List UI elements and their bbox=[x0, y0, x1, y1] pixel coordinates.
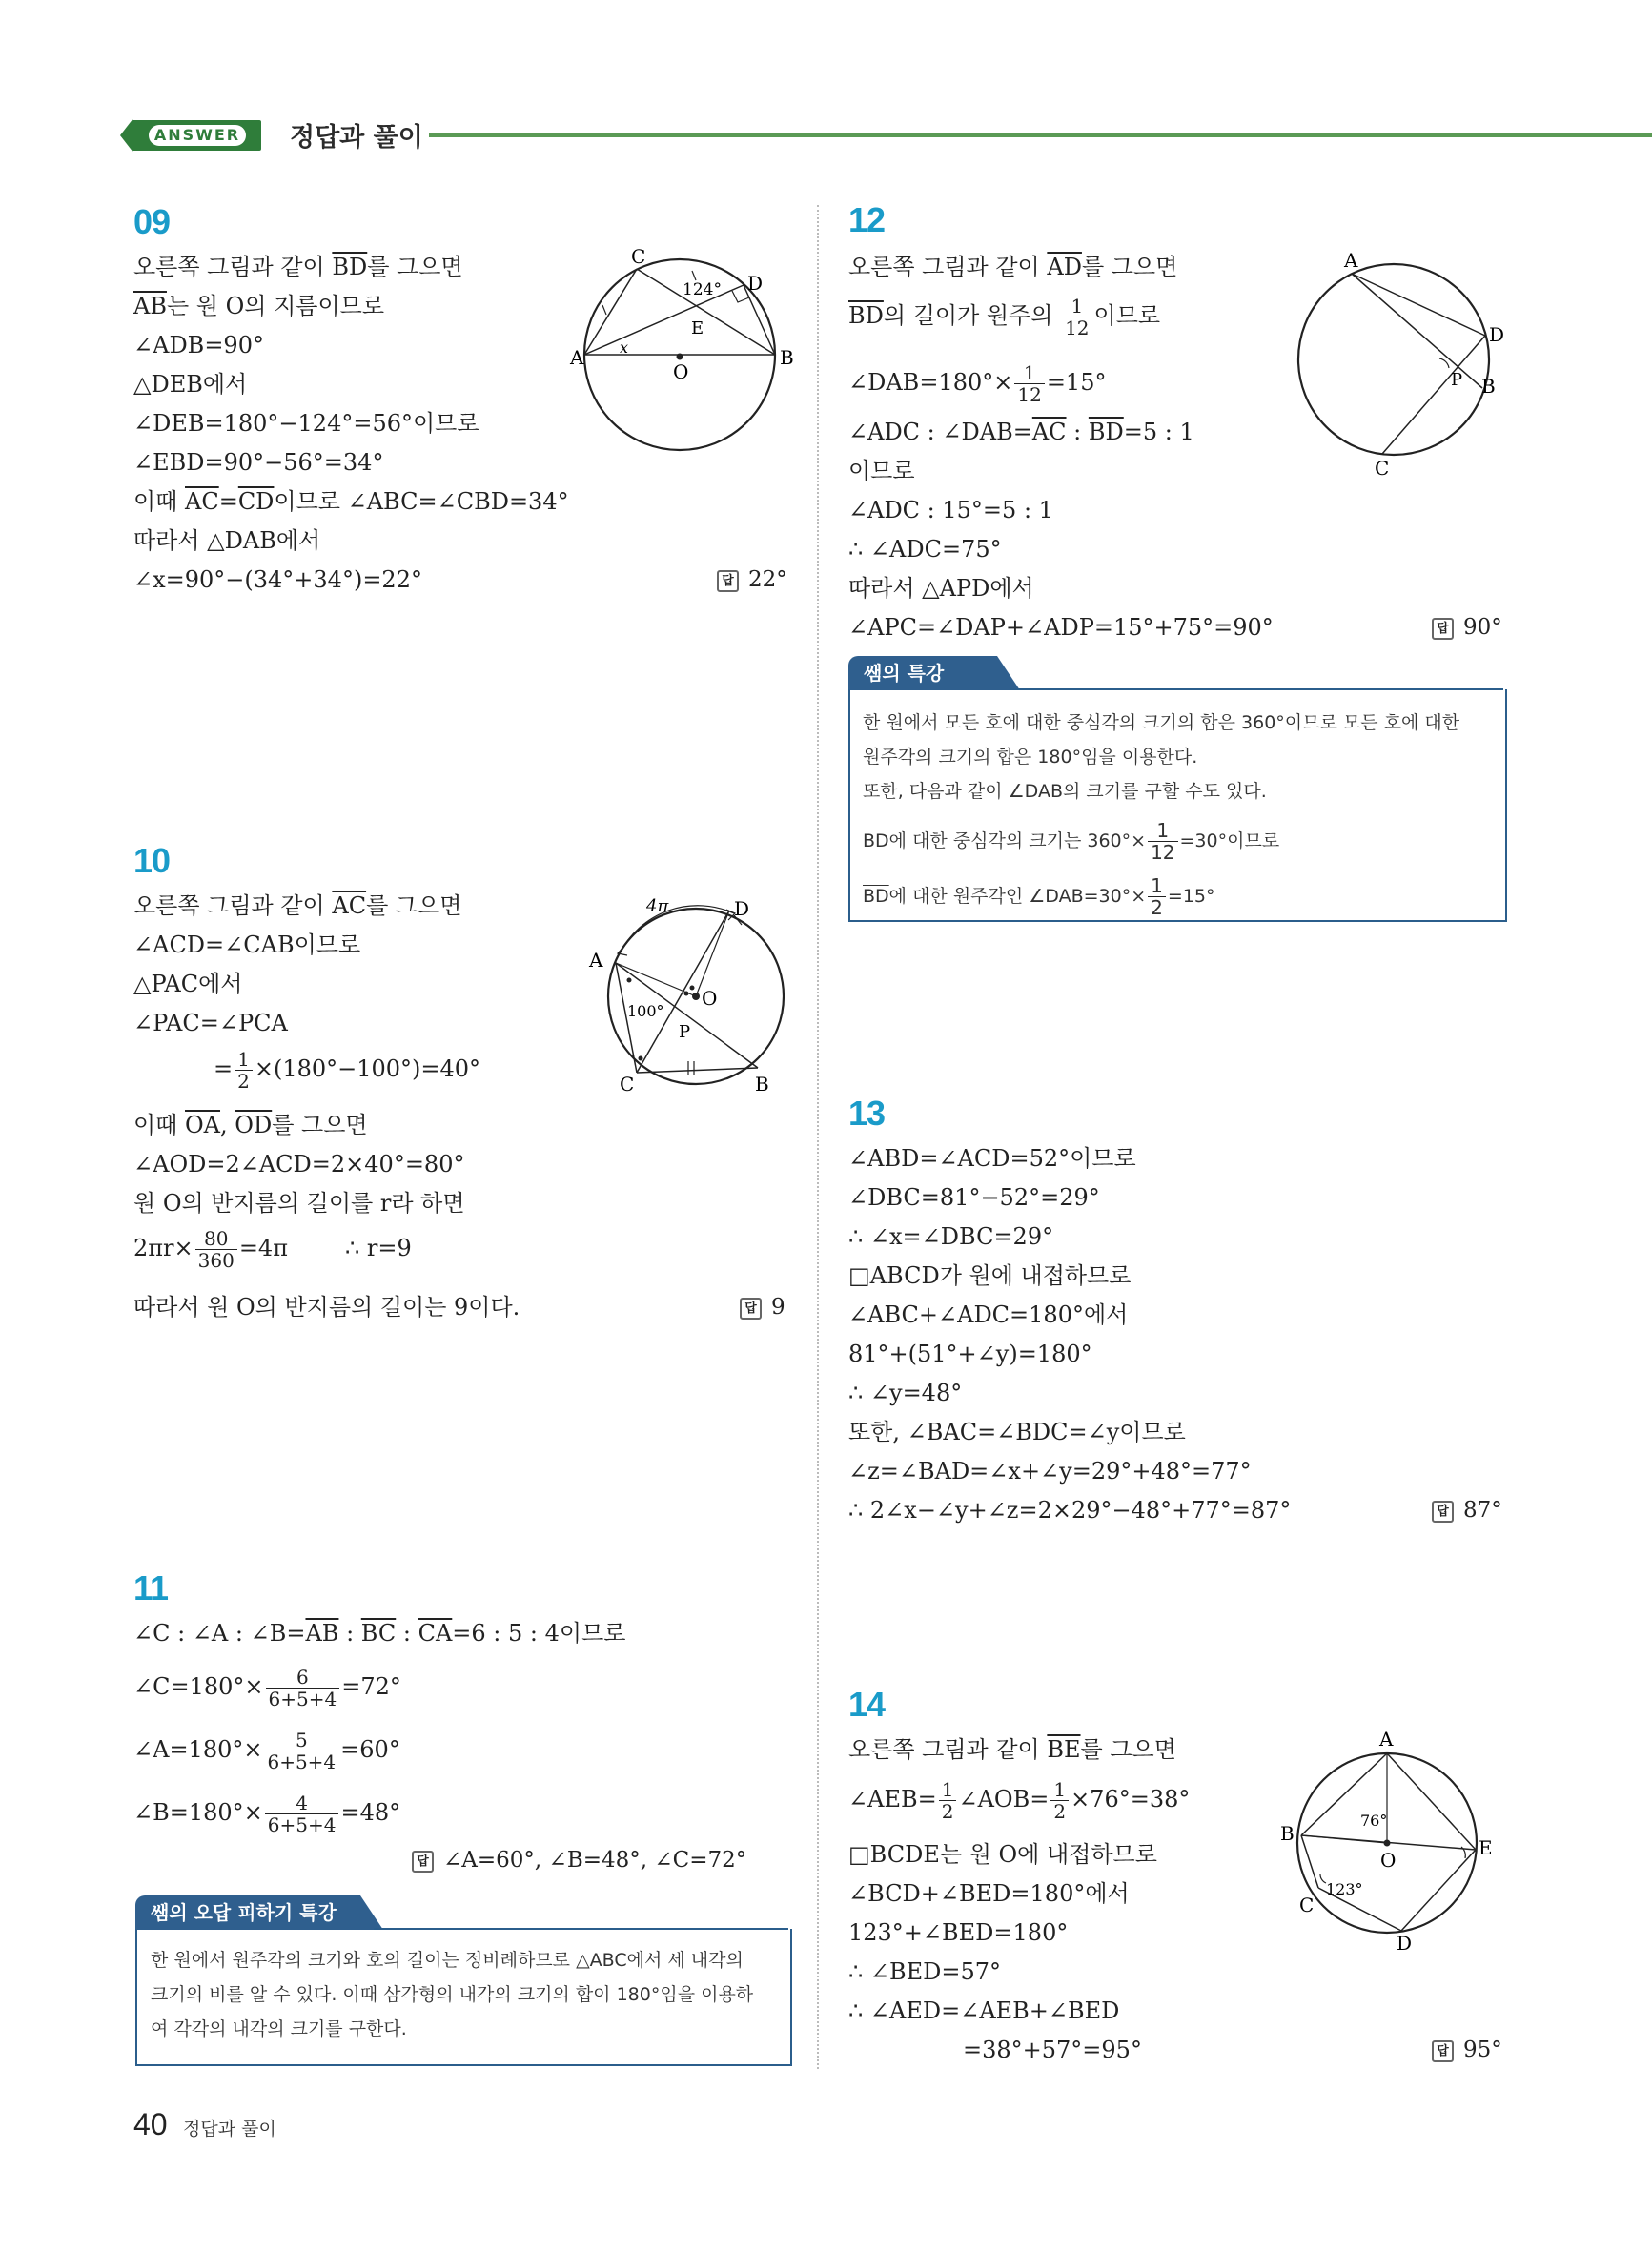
fig09-label-a: A bbox=[570, 346, 584, 369]
p09-line-8: 따라서 △DAB에서 bbox=[133, 527, 321, 554]
p11-tip-title: 쌤의 오답 피하기 특강 bbox=[135, 1895, 360, 1930]
fraction: $\frac{1}{2}$ bbox=[235, 1049, 253, 1092]
fig10-label-c: C bbox=[620, 1073, 635, 1096]
p10-line-4: ∠PAC=∠PCA bbox=[133, 1010, 288, 1036]
fig14-label-a: A bbox=[1379, 1728, 1394, 1751]
p12-line-8: 따라서 △APD에서 bbox=[848, 575, 1034, 602]
problem-number-12: 12 bbox=[848, 200, 886, 239]
p13-line-2: ∠DBC=81°−52°=29° bbox=[848, 1184, 1100, 1211]
p12-tip-title: 쌤의 특강 bbox=[848, 656, 997, 690]
p13-line-10: ∴ 2∠x−∠y+∠z=2×29°−48°+77°=87° bbox=[848, 1497, 1292, 1524]
p12-tip-line-2: 원주각의 크기의 합은 180°임을 이용한다. bbox=[863, 747, 1198, 768]
fig12-label-a: A bbox=[1344, 249, 1358, 272]
p10-line-7: ∠AOD=2∠ACD=2×40°=80° bbox=[133, 1151, 465, 1178]
fig14-angle-1: 76° bbox=[1360, 1812, 1388, 1830]
p14-line-3: □BCDE는 원 O에 내접하므로 bbox=[848, 1841, 1157, 1868]
p09-line-4: △DEB에서 bbox=[133, 371, 248, 398]
fraction: $\frac{1}{2}$ bbox=[1148, 875, 1166, 918]
fig14-label-o: O bbox=[1380, 1849, 1397, 1872]
p14-line-7: ∴ ∠AED=∠AEB+∠BED bbox=[848, 1997, 1120, 2024]
fraction: $\frac{1}{2}$ bbox=[939, 1779, 957, 1822]
answer-mark-icon: 답 bbox=[740, 1298, 762, 1320]
problem-number-10: 10 bbox=[133, 841, 171, 880]
p12-line-1: 오른쪽 그림과 같이 $\overline{AD}$를 그으면 bbox=[848, 254, 1178, 280]
p14-line-4: ∠BCD+∠BED=180°에서 bbox=[848, 1880, 1130, 1907]
p12-figure bbox=[1287, 250, 1506, 482]
p10-answer: 답 9 bbox=[740, 1295, 785, 1320]
p13-line-7: ∴ ∠y=48° bbox=[848, 1380, 963, 1406]
fig14-angle-2: 123° bbox=[1326, 1880, 1363, 1898]
p10-line-3: △PAC에서 bbox=[133, 971, 243, 997]
p10-line-1: 오른쪽 그림과 같이 $\overline{AC}$를 그으면 bbox=[133, 892, 462, 919]
page-number: 40 bbox=[133, 2107, 168, 2141]
p14-line-8: =38°+57°=95° bbox=[963, 2037, 1142, 2063]
p10-line-6: 이때 $\overline{OA}$, $\overline{OD}$를 그으면 bbox=[133, 1112, 368, 1138]
fig14-label-e: E bbox=[1479, 1836, 1493, 1859]
p12-tip-line-3: 또한, 다음과 같이 ∠DAB의 크기를 구할 수도 있다. bbox=[863, 781, 1267, 802]
p09-line-6: ∠EBD=90°−56°=34° bbox=[133, 449, 384, 476]
p13-line-8: 또한, ∠BAC=∠BDC=∠y이므로 bbox=[848, 1419, 1186, 1445]
p14-line-2: ∠AEB= $\frac{1}{2}$ ∠AOB= $\frac{1}{2}$ ×76°=38° bbox=[848, 1778, 1191, 1823]
fraction: $\frac{80}{360}$ bbox=[195, 1228, 237, 1271]
column-divider bbox=[817, 205, 819, 2069]
footer-title: 정답과 풀이 bbox=[183, 2119, 276, 2140]
p11-line-2: ∠C=180°× $\frac{6}{6+5+4}$ =72° bbox=[133, 1666, 401, 1710]
answer-mark-icon: 답 bbox=[1432, 618, 1454, 640]
fig10-label-p: P bbox=[679, 1022, 691, 1042]
p12-line-3: ∠DAB=180°× $\frac{1}{12}$ =15° bbox=[848, 361, 1107, 406]
p13-line-9: ∠z=∠BAD=∠x+∠y=29°+48°=77° bbox=[848, 1458, 1252, 1485]
p12-tip-line-5: $\overline{BD}$에 대한 원주각인 ∠DAB=30°× $\frac{1}{2}$ =15° bbox=[863, 874, 1215, 919]
p09-line-1: 오른쪽 그림과 같이 $\overline{BD}$를 그으면 bbox=[133, 254, 463, 280]
p10-line-9: 2πr× $\frac{80}{360}$ =4π ∴ r=9 bbox=[133, 1227, 412, 1272]
fig10-label-b: B bbox=[755, 1073, 769, 1096]
p13-line-6: 81°+(51°+∠y)=180° bbox=[848, 1341, 1092, 1367]
page-header bbox=[120, 116, 1652, 154]
problem-number-14: 14 bbox=[848, 1685, 886, 1724]
p09-line-7: 이때 $\overline{AC}=\overline{CD}$이므로 ∠ABC=∠CBD=34° bbox=[133, 488, 569, 515]
p11-tip-line-3: 여 각각의 내각의 크기를 구한다. bbox=[151, 2018, 407, 2039]
fig10-label-a: A bbox=[589, 949, 603, 972]
p12-line-6: ∠ADC : 15°=5 : 1 bbox=[848, 497, 1053, 523]
p14-figure bbox=[1273, 1728, 1501, 1955]
p13-line-4: □ABCD가 원에 내접하므로 bbox=[848, 1262, 1132, 1289]
fig09-angle: 124° bbox=[683, 280, 722, 299]
p10-figure bbox=[581, 887, 801, 1100]
p11-tip-line-2: 크기의 비를 알 수 있다. 이때 삼각형의 내각의 크기의 합이 180°임을 이용하 bbox=[151, 1984, 754, 2005]
p12-line-5: 이므로 bbox=[848, 458, 915, 484]
fig09-label-b: B bbox=[780, 346, 794, 369]
p12-line-2: $\overline{BD}$의 길이가 원주의 $\frac{1}{12}$ 이므로 bbox=[848, 295, 1161, 339]
p13-line-5: ∠ABC+∠ADC=180°에서 bbox=[848, 1301, 1129, 1328]
p09-line-9: ∠x=90°−(34°+34°)=22° bbox=[133, 566, 422, 593]
p11-tip-line-1: 한 원에서 원주각의 크기와 호의 길이는 정비례하므로 △ABC에서 세 내각의 bbox=[151, 1950, 744, 1971]
p11-line-1: ∠C : ∠A : $\angle B=\overline{AB}$ : $\overline{BC}$ : $\overline{CA}=6$ : 5 : 4이므로 bbox=[133, 1620, 626, 1647]
fig10-angle: 100° bbox=[627, 1002, 664, 1020]
fraction: $\frac{1}{12}$ bbox=[1148, 820, 1177, 863]
problem-number-09: 09 bbox=[133, 202, 171, 241]
header-title: 정답과 풀이 bbox=[290, 123, 423, 153]
p12-tip-line-4: $\overline{BD}$에 대한 중심각의 크기는 360°× $\frac{1}{12}$ =30°이므로 bbox=[863, 819, 1280, 864]
p10-line-5: = $\frac{1}{2}$ ×(180°−100°)=40° bbox=[214, 1048, 481, 1093]
p13-line-3: ∴ ∠x=∠DBC=29° bbox=[848, 1223, 1054, 1250]
p09-answer: 답 22° bbox=[717, 567, 787, 592]
p12-line-7: ∴ ∠ADC=75° bbox=[848, 536, 1002, 563]
answer-badge: ANSWER bbox=[132, 120, 261, 151]
p10-line-8: 원 O의 반지름의 길이를 r라 하면 bbox=[133, 1190, 465, 1217]
p14-line-5: 123°+∠BED=180° bbox=[848, 1919, 1069, 1946]
p14-line-6: ∴ ∠BED=57° bbox=[848, 1958, 1002, 1985]
fig10-label-o: O bbox=[702, 987, 718, 1010]
p11-line-3: ∠A=180°× $\frac{5}{6+5+4}$ =60° bbox=[133, 1729, 400, 1773]
header-rule bbox=[429, 133, 1652, 137]
p12-answer: 답 90° bbox=[1432, 615, 1502, 640]
fraction: $\frac{1}{12}$ bbox=[1014, 362, 1044, 405]
fig09-label-x: x bbox=[620, 338, 629, 357]
fig12-label-d: D bbox=[1489, 323, 1505, 346]
p11-line-4: ∠B=180°× $\frac{4}{6+5+4}$ =48° bbox=[133, 1792, 401, 1836]
fig12-label-c: C bbox=[1375, 457, 1390, 480]
fraction: $\frac{1}{12}$ bbox=[1062, 296, 1091, 338]
p09-line-2: $\overline{AB}$는 원 O의 지름이므로 bbox=[133, 293, 385, 319]
answer-mark-icon: 답 bbox=[1432, 1501, 1454, 1523]
p09-line-3: ∠ADB=90° bbox=[133, 332, 264, 358]
p13-line-1: ∠ABD=∠ACD=52°이므로 bbox=[848, 1145, 1136, 1172]
fig10-arc-label: 4π bbox=[646, 896, 669, 916]
fig12-label-p: P bbox=[1451, 370, 1463, 390]
fraction: $\frac{5}{6+5+4}$ bbox=[264, 1730, 338, 1772]
p12-line-4: ∠ADC : $\angle DAB=\overline{AC}$ : $\overline{BD}=5$ : 1 bbox=[848, 419, 1194, 445]
fig14-label-d: D bbox=[1397, 1932, 1413, 1955]
answer-mark-icon: 답 bbox=[717, 570, 739, 592]
fraction: $\frac{4}{6+5+4}$ bbox=[265, 1792, 339, 1835]
fig14-label-b: B bbox=[1280, 1822, 1295, 1845]
p13-answer: 답 87° bbox=[1432, 1498, 1502, 1523]
problem-number-13: 13 bbox=[848, 1094, 886, 1133]
p11-answer: 답 ∠A=60°, ∠B=48°, ∠C=72° bbox=[412, 1848, 746, 1873]
answer-mark-icon: 답 bbox=[1432, 2040, 1454, 2062]
p10-line-2: ∠ACD=∠CAB이므로 bbox=[133, 932, 361, 958]
fraction: $\frac{6}{6+5+4}$ bbox=[266, 1667, 340, 1710]
p10-line-10: 따라서 원 O의 반지름의 길이는 9이다. bbox=[133, 1294, 520, 1321]
p12-line-9: ∠APC=∠DAP+∠ADP=15°+75°=90° bbox=[848, 614, 1274, 641]
problem-number-11: 11 bbox=[133, 1568, 169, 1608]
p14-line-1: 오른쪽 그림과 같이 $\overline{BE}$를 그으면 bbox=[848, 1736, 1176, 1763]
fraction: $\frac{1}{2}$ bbox=[1050, 1779, 1069, 1822]
p14-answer: 답 95° bbox=[1432, 2038, 1502, 2062]
fig09-label-e: E bbox=[691, 318, 704, 338]
fig10-label-d: D bbox=[734, 897, 750, 920]
fig12-label-b: B bbox=[1481, 375, 1496, 398]
fig09-label-c: C bbox=[631, 245, 646, 268]
fig09-label-d: D bbox=[747, 272, 764, 295]
p12-tip-line-1: 한 원에서 모든 호에 대한 중심각의 크기의 합은 360°이므로 모든 호에 대한 bbox=[863, 712, 1460, 733]
answer-mark-icon: 답 bbox=[412, 1851, 434, 1873]
p09-figure bbox=[562, 245, 794, 444]
fig09-label-o: O bbox=[673, 360, 689, 383]
fig14-label-c: C bbox=[1299, 1894, 1315, 1916]
p09-line-5: ∠DEB=180°−124°=56°이므로 bbox=[133, 410, 479, 437]
